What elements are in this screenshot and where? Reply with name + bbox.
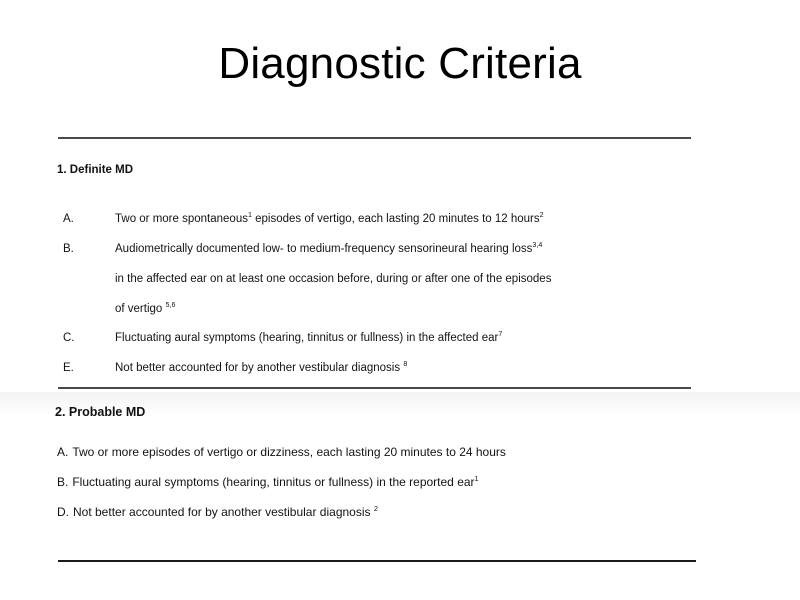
criterion-label: A.: [57, 445, 69, 459]
section-heading-definite: 1. Definite MD: [57, 164, 134, 176]
criterion-row-1b-line3: [115, 302, 175, 316]
criterion-label: E.: [63, 362, 74, 374]
page-title: Diagnostic Criteria: [218, 39, 582, 88]
criterion-text: [115, 361, 407, 375]
divider-top: [58, 137, 691, 139]
criterion-text-main: Fluctuating aural symptoms (hearing, tinnitus or fullness) in the reported ear: [72, 475, 475, 489]
criterion-text-main: Two or more spontaneous: [115, 213, 248, 225]
footnote-marker: 5,6: [165, 301, 176, 310]
criterion-row-2b: [57, 475, 479, 490]
criterion-text-main: Two or more episodes of vertigo or dizziness, each lasting 20 minutes to 24 hours: [72, 445, 506, 459]
criterion-label: C.: [63, 332, 75, 344]
criterion-text-tail: episodes of vertigo, each lasting 20 minutes to 12 hours: [251, 213, 540, 225]
criterion-label: B.: [63, 243, 74, 255]
footnote-marker: 7: [498, 330, 503, 339]
footnote-marker: 2: [373, 504, 378, 513]
footnote-marker: 3,4: [532, 241, 543, 250]
criterion-text: [115, 331, 502, 345]
criterion-row-2a: [57, 445, 506, 460]
footnote-marker: 2: [539, 211, 544, 220]
divider-middle: [58, 387, 691, 389]
footnote-marker: 1: [474, 474, 479, 483]
criterion-row-1b-line2: [115, 272, 551, 286]
divider-bottom: [58, 560, 696, 562]
criterion-text-main: Not better accounted for by another vestibular diagnosis: [73, 505, 374, 519]
criterion-text-main: Fluctuating aural symptoms (hearing, tinnitus or fullness) in the affected ear: [115, 332, 499, 344]
criterion-text: [115, 212, 544, 226]
criterion-text: [115, 242, 542, 256]
criterion-label: B.: [57, 475, 69, 489]
criterion-text-main: Audiometrically documented low- to medium-frequency sensorineural hearing loss: [115, 243, 533, 255]
section-heading-probable: 2. Probable MD: [55, 405, 146, 419]
footnote-marker: 1: [247, 211, 252, 220]
criterion-text-main: in the affected ear on at least one occasion before, during or after one of the episodes: [115, 273, 552, 285]
footnote-marker: 8: [403, 360, 408, 369]
criterion-label: A.: [63, 213, 74, 225]
criterion-row-2d: [57, 505, 378, 520]
criterion-text-main: of vertigo: [115, 303, 166, 315]
criterion-text-main: Not better accounted for by another vestibular diagnosis: [115, 362, 404, 374]
criterion-label: D.: [57, 505, 69, 519]
